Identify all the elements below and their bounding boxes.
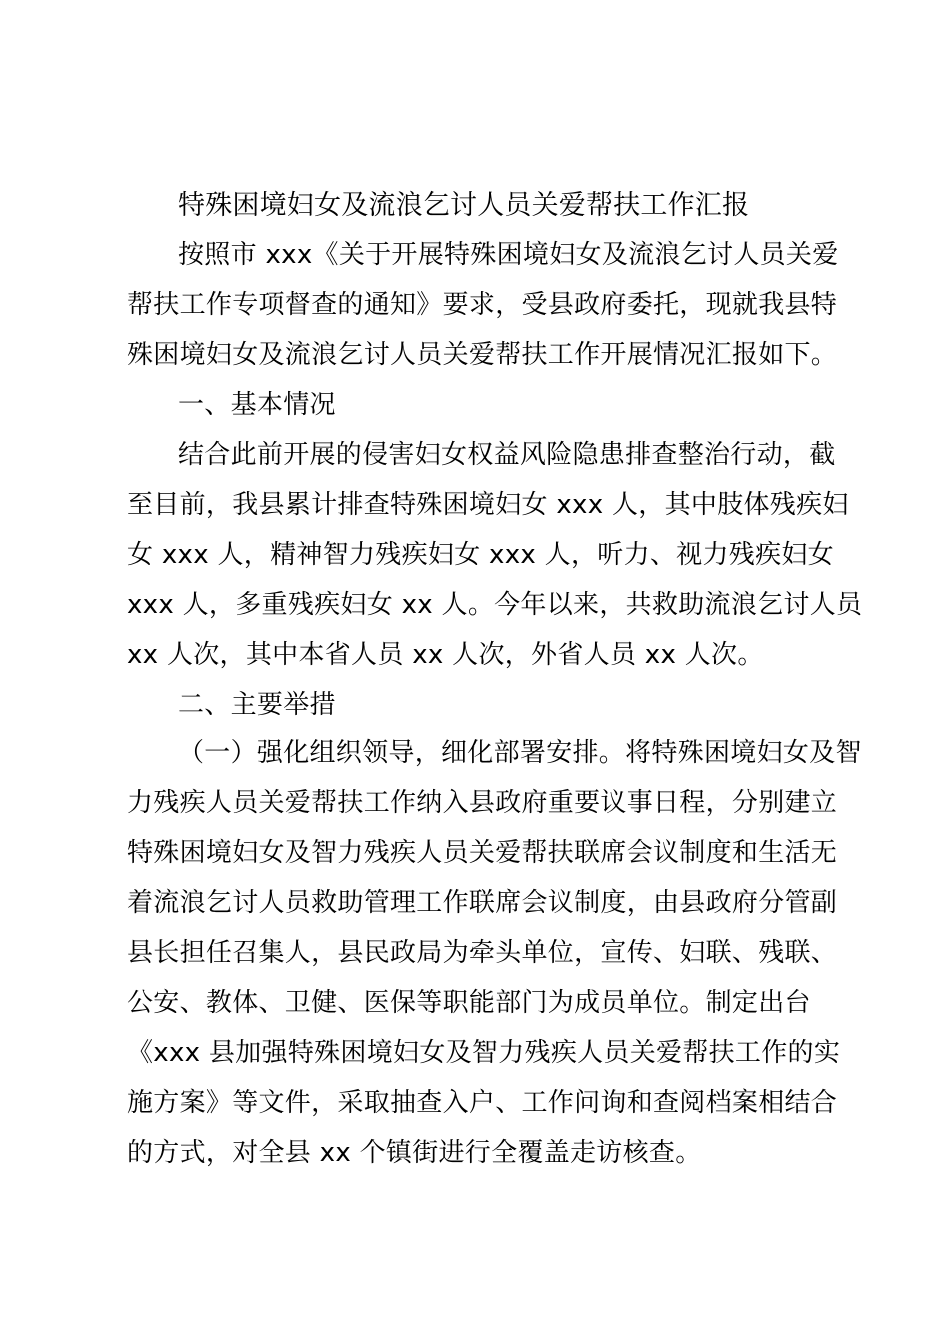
paragraph-line: 着流浪乞讨人员救助管理工作联席会议制度，由县政府分管副 xyxy=(127,888,838,918)
section-heading: 二、主要举措 xyxy=(178,690,336,720)
document-title: 特殊困境妇女及流浪乞讨人员关爱帮扶工作汇报 xyxy=(178,190,750,221)
paragraph-line: 至目前，我县累计排查特殊困境妇女 xxx 人，其中肢体残疾妇 xyxy=(127,490,849,520)
paragraph-line: 女 xxx 人，精神智力残疾妇女 xxx 人，听力、视力残疾妇女 xyxy=(127,540,834,570)
paragraph-line: 县长担任召集人，县民政局为牵头单位，宣传、妇联、残联、 xyxy=(127,938,838,968)
paragraph-line: 施方案》等文件，采取抽查入户、工作问询和查阅档案相结合 xyxy=(127,1088,838,1118)
paragraph-line: 按照市 xxx《关于开展特殊困境妇女及流浪乞讨人员关爱 xyxy=(178,240,839,270)
paragraph-line: 《xxx 县加强特殊困境妇女及智力残疾人员关爱帮扶工作的实 xyxy=(127,1038,841,1068)
section-heading: 一、基本情况 xyxy=(178,390,336,420)
paragraph-line: xx 人次，其中本省人员 xx 人次，外省人员 xx 人次。 xyxy=(127,640,764,670)
paragraph-line: 公安、教体、卫健、医保等职能部门为成员单位。制定出台 xyxy=(127,988,811,1018)
paragraph-line: 特殊困境妇女及智力残疾人员关爱帮扶联席会议制度和生活无 xyxy=(127,838,838,868)
paragraph-line: 结合此前开展的侵害妇女权益风险隐患排查整治行动，截 xyxy=(178,440,836,470)
paragraph-line: 殊困境妇女及流浪乞讨人员关爱帮扶工作开展情况汇报如下。 xyxy=(127,340,838,370)
paragraph-line: 的方式，对全县 xx 个镇街进行全覆盖走访核查。 xyxy=(127,1138,702,1168)
paragraph-line: 帮扶工作专项督查的通知》要求，受县政府委托，现就我县特 xyxy=(127,290,838,320)
paragraph-line: 力残疾人员关爱帮扶工作纳入县政府重要议事日程，分别建立 xyxy=(127,788,838,818)
paragraph-line: （一）强化组织领导，细化部署安排。将特殊困境妇女及智 xyxy=(178,738,862,768)
paragraph-line: xxx 人，多重残疾妇女 xx 人。今年以来，共救助流浪乞讨人员 xyxy=(127,590,863,620)
